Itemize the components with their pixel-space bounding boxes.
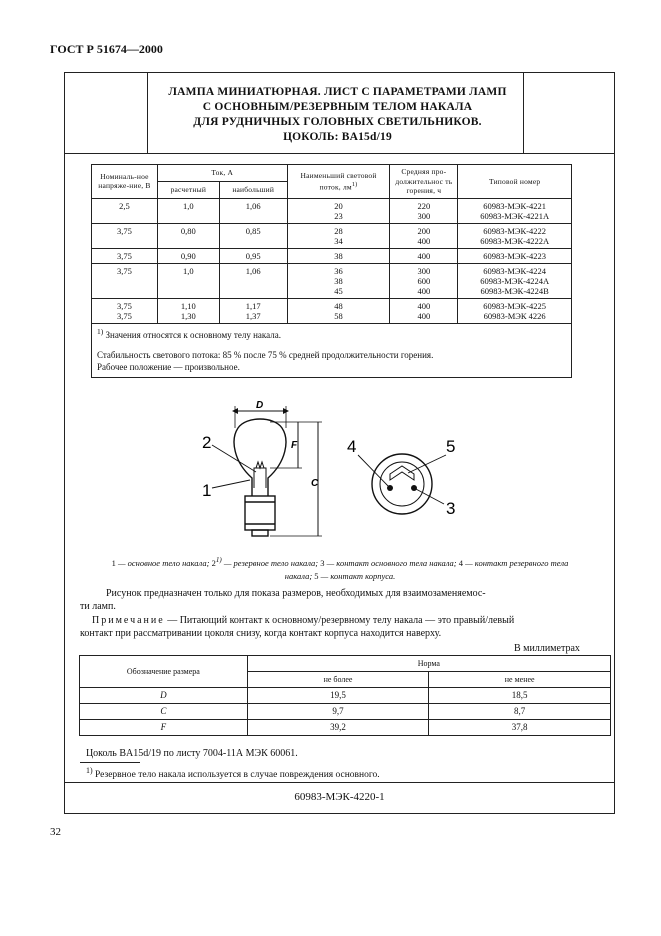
body-contact bbox=[390, 466, 414, 480]
footnote-rule bbox=[80, 762, 140, 763]
col-norm-header: Норма bbox=[247, 656, 610, 672]
footer-divider bbox=[65, 782, 614, 783]
base-bottom-outer bbox=[372, 454, 432, 514]
lamp-drawing bbox=[190, 400, 490, 552]
col-min-header: не менее bbox=[429, 672, 611, 688]
sheet-title bbox=[150, 85, 525, 145]
col-max-header: не более bbox=[247, 672, 429, 688]
base-contacts bbox=[252, 530, 268, 536]
table-row: D 19,5 18,5 bbox=[80, 688, 611, 704]
col-current-header: Ток, А bbox=[157, 165, 287, 182]
dimensions-table bbox=[79, 655, 611, 736]
filament bbox=[256, 462, 264, 468]
figure-note-paragraph: Рисунок предназначен только для показа размеров, необходимых для взаимозаменяемос- ти ламп. bbox=[80, 588, 486, 612]
parameters-table bbox=[91, 164, 572, 378]
title-line: ДЛЯ РУДНИЧНЫХ ГОЛОВНЫХ СВЕТИЛЬНИКОВ. bbox=[193, 116, 482, 128]
reserve-footnote: $^{1)}$ Резервное тело накала используется в случае повреждения основного. bbox=[86, 766, 380, 781]
col-current-max-header: наибольший bbox=[219, 181, 287, 198]
col-voltage-header: Номиналь-ное напряже-ние, В bbox=[92, 165, 158, 199]
callout-4: 4 bbox=[347, 437, 357, 456]
table-row: 3,75 0,90 0,95 38 400 60983-МЭК-4223 bbox=[92, 248, 572, 263]
stability-note: Стабильность светового потока: 85 % после 75 % средней продолжительности горения. bbox=[97, 349, 434, 360]
col-flux-header: Наименьший световой поток, $лм^{1)}$ bbox=[287, 165, 390, 199]
table-row: 3,75 1,0 1,06 36 38 45 300 600 400 60983-МЭК-4224 60983-МЭК-4224А 60983-МЭК-4224В bbox=[92, 263, 572, 298]
document-header: ГОСТ Р 51674—2000 bbox=[50, 42, 163, 56]
col-current-rated-header: расчетный bbox=[157, 181, 219, 198]
sheet-number: 60983-МЭК-4220-1 bbox=[294, 791, 385, 803]
footnote: $^{1)}$ Значения относятся к основному телу накала. bbox=[97, 326, 281, 340]
dim-d-label: D bbox=[256, 400, 264, 411]
table-row: C 9,7 8,7 bbox=[80, 704, 611, 720]
col-type-header: Типовой номер bbox=[458, 165, 572, 199]
filament-support bbox=[254, 468, 266, 488]
table-row: 3,75 3,75 1,10 1,30 1,17 1,37 48 58 400 400 60983-МЭК-4225 60983-МЭК 4226 bbox=[92, 298, 572, 323]
position-note: Рабочее положение — произвольное. bbox=[97, 361, 240, 372]
cap-reference: Цоколь BA15d/19 по листу 7004-11А МЭК 60061. bbox=[86, 748, 298, 759]
title-line: ЛАМПА МИНИАТЮРНАЯ. ЛИСТ С ПАРАМЕТРАМИ ЛАМП bbox=[168, 86, 507, 98]
bulb-outline bbox=[234, 419, 286, 496]
callout-3: 3 bbox=[446, 499, 456, 518]
table-row: F 39,2 37,8 bbox=[80, 720, 611, 736]
callout-1: 1 bbox=[202, 481, 212, 500]
dim-c-label: C bbox=[311, 478, 319, 489]
title-left-divider bbox=[147, 73, 148, 153]
page-number: 32 bbox=[50, 826, 61, 838]
units-label: В миллиметрах bbox=[514, 643, 580, 654]
title-divider bbox=[65, 153, 614, 154]
title-line: ЦОКОЛЬ: BA15d/19 bbox=[283, 131, 392, 143]
note-label: Примечание bbox=[92, 615, 165, 626]
base-outline bbox=[245, 496, 275, 530]
figure-caption: 1 — основное тело накала; 2$^{1)}$ — резервное тело накала; 3 — контакт основного тела накала; 4 — контакт резервного тела накала; 5 — контакт корпуса. bbox=[111, 556, 569, 581]
table-row: 3,75 0,80 0,85 28 34 200 400 60983-МЭК-4222 60983-МЭК-4222А bbox=[92, 223, 572, 248]
table-row: 2,5 1,0 1,06 20 23 220 300 60983-МЭК-4221 60983-МЭК-4221А bbox=[92, 198, 572, 223]
callout-5: 5 bbox=[446, 437, 456, 456]
note-paragraph: Примечание — Питающий контакт к основному/резервному телу накала — это правый/левый контакт при рассматривании цоколя снизу, когда контакт корпуса находится наверху. bbox=[80, 615, 515, 639]
title-line: С ОСНОВНЫМ/РЕЗЕРВНЫМ ТЕЛОМ НАКАЛА bbox=[202, 101, 473, 113]
dim-f-label: F bbox=[291, 440, 298, 451]
table-notes bbox=[92, 323, 572, 377]
col-life-header: Средняя про-должительнос ть горения, ч bbox=[390, 165, 458, 199]
col-symbol-header: Обозначение размера bbox=[80, 656, 248, 688]
callout-2: 2 bbox=[202, 433, 212, 452]
